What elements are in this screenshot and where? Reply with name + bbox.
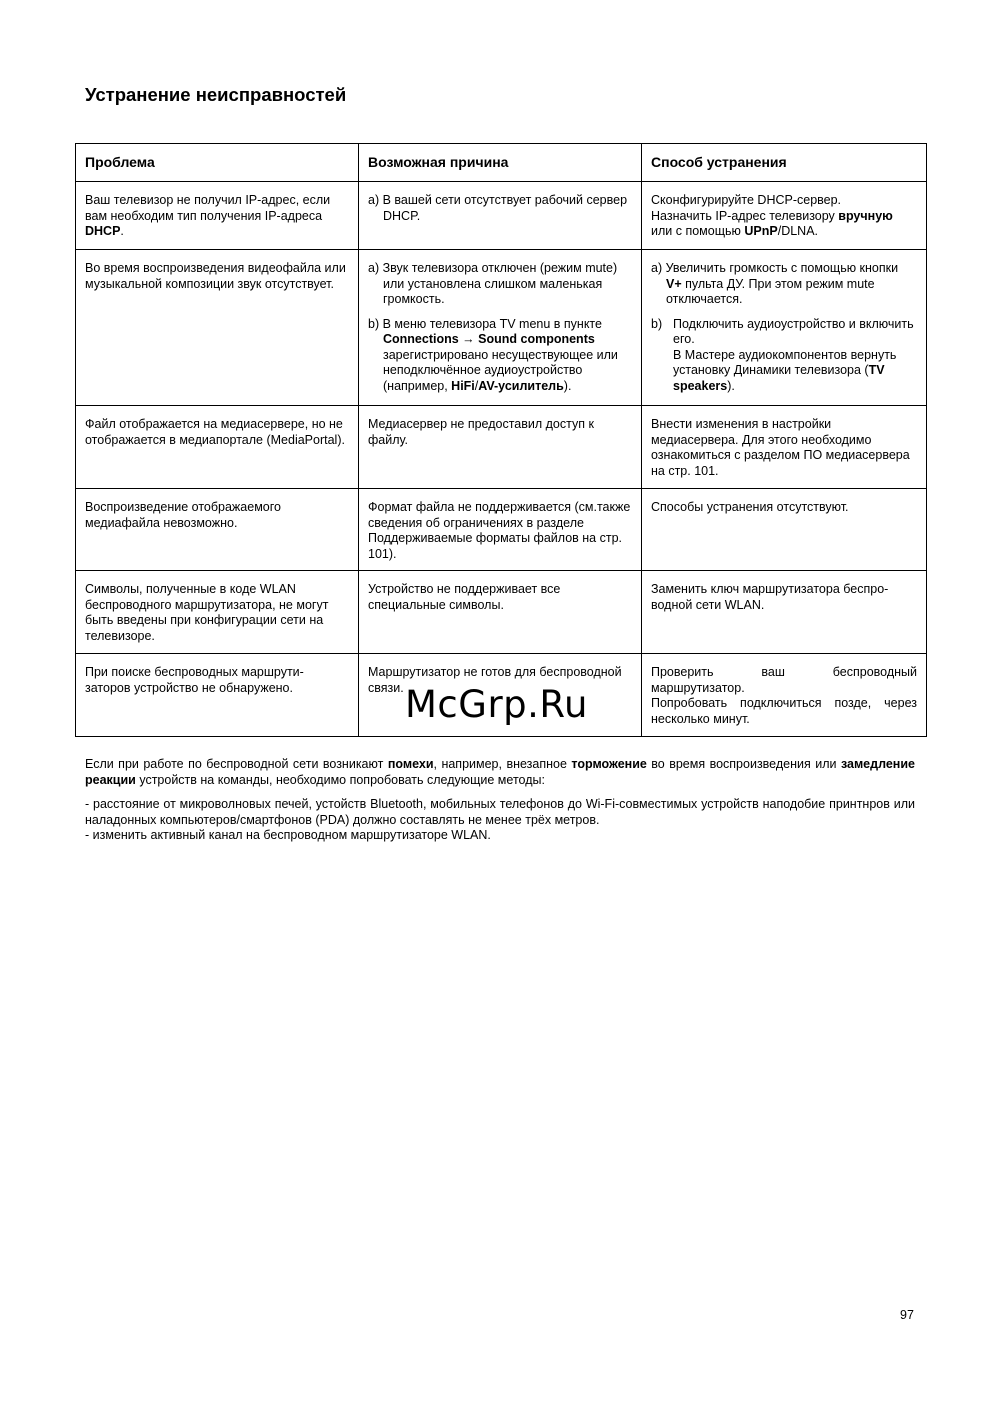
wireless-notes: [85, 757, 915, 844]
cause-cell: Формат файла не поддерживается (см.также сведения об ограничениях в разделе Поддерживаемые форматы файлов на стр. 101).: [359, 489, 642, 571]
problem-cell: Воспроизведение отображаемого медиафайла невозможно.: [76, 489, 359, 571]
header-problem: Проблема: [76, 144, 359, 182]
cause-cell: a) В вашей сети отсутствует рабочий сервер DHCP.: [359, 182, 642, 250]
header-cause: Возможная причина: [359, 144, 642, 182]
page-title: Устранение неисправностей: [85, 84, 347, 105]
fix-cell: Способы устранения отсутствуют.: [642, 489, 927, 571]
header-solution: Способ устранения: [642, 144, 927, 182]
problem-cell: Символы, полученные в коде WLAN беспроводного маршрутизатора, не могут быть введены при конфигурации сети на телевизоре.: [76, 571, 359, 654]
notes-item: - расстояние от микроволновых печей, устойств Bluetooth, мобильных телефонов до Wi-Fi-совместимых устройств наподобие принтнров или наладонных компьютеров/смартфонов (PDA) должно составлять не менее трёх метров.: [85, 797, 915, 827]
notes-intro: Если при работе по беспроводной сети возникают помехи, например, внезапное торможение во время воспроизведения или замедление реакции устройств на команды, необходимо попробовать следующие методы:: [85, 757, 915, 787]
fix-cell: Проверить ваш беспроводный маршрутизатор. Попробовать подключиться позде, через несколько минут.: [642, 654, 927, 737]
problem-cell: Файл отображается на медиасервере, но не отображается в медиапортале (MediaPortal).: [76, 406, 359, 489]
fix-cell: a) Увеличить громкость с помощью кнопки V+ пульта ДУ. При этом режим mute отключается. b) Подключить аудиоустройство и включить его. В Мастере аудиокомпонентов вернуть установку Динамики телевизора (TV speakers).: [642, 250, 927, 406]
cause-cell: Маршрутизатор не готов для беспроводной связи.: [359, 654, 642, 737]
table-header-row: [76, 144, 927, 182]
table-row: [76, 571, 927, 654]
cause-cell: a) Звук телевизора отключен (режим mute) или установлена слишком маленькая громкость. b) В меню телевизора TV menu в пункте Connections → Sound components зарегистрировано несуществующее или неподключённое аудиоустройство (например, HiFi/AV-усилитель).: [359, 250, 642, 406]
problem-cell: Во время воспроизведения видеофайла или музыкальной композиции звук отсутствует.: [76, 250, 359, 406]
table-row: [76, 182, 927, 250]
problem-cell: При поиске беспроводных маршрути-заторов устройство не обнаружено.: [76, 654, 359, 737]
table-row: [76, 489, 927, 571]
troubleshooting-table: [75, 143, 927, 737]
page-number: 97: [900, 1308, 914, 1322]
cause-cell: Медиасервер не предоставил доступ к файлу.: [359, 406, 642, 489]
fix-cell: Сконфигурируйте DHCP-сервер. Назначить IP-адрес телевизору вручную или с помощью UPnP/DLNA.: [642, 182, 927, 250]
table-row: [76, 250, 927, 406]
problem-cell: Ваш телевизор не получил IP-адрес, если вам необходим тип получения IP-адреса DHCP.: [76, 182, 359, 250]
fix-cell: Заменить ключ маршрутизатора беспро-водной сети WLAN.: [642, 571, 927, 654]
table-row: [76, 406, 927, 489]
notes-item: - изменить активный канал на беспроводном маршрутизаторе WLAN.: [85, 828, 491, 842]
watermark: McGrp.Ru: [405, 683, 588, 726]
fix-cell: Внести изменения в настройки медиасервера. Для этого необходимо ознакомиться с разделом ПО медиасервера на стр. 101.: [642, 406, 927, 489]
cause-cell: Устройство не поддерживает все специальные символы.: [359, 571, 642, 654]
